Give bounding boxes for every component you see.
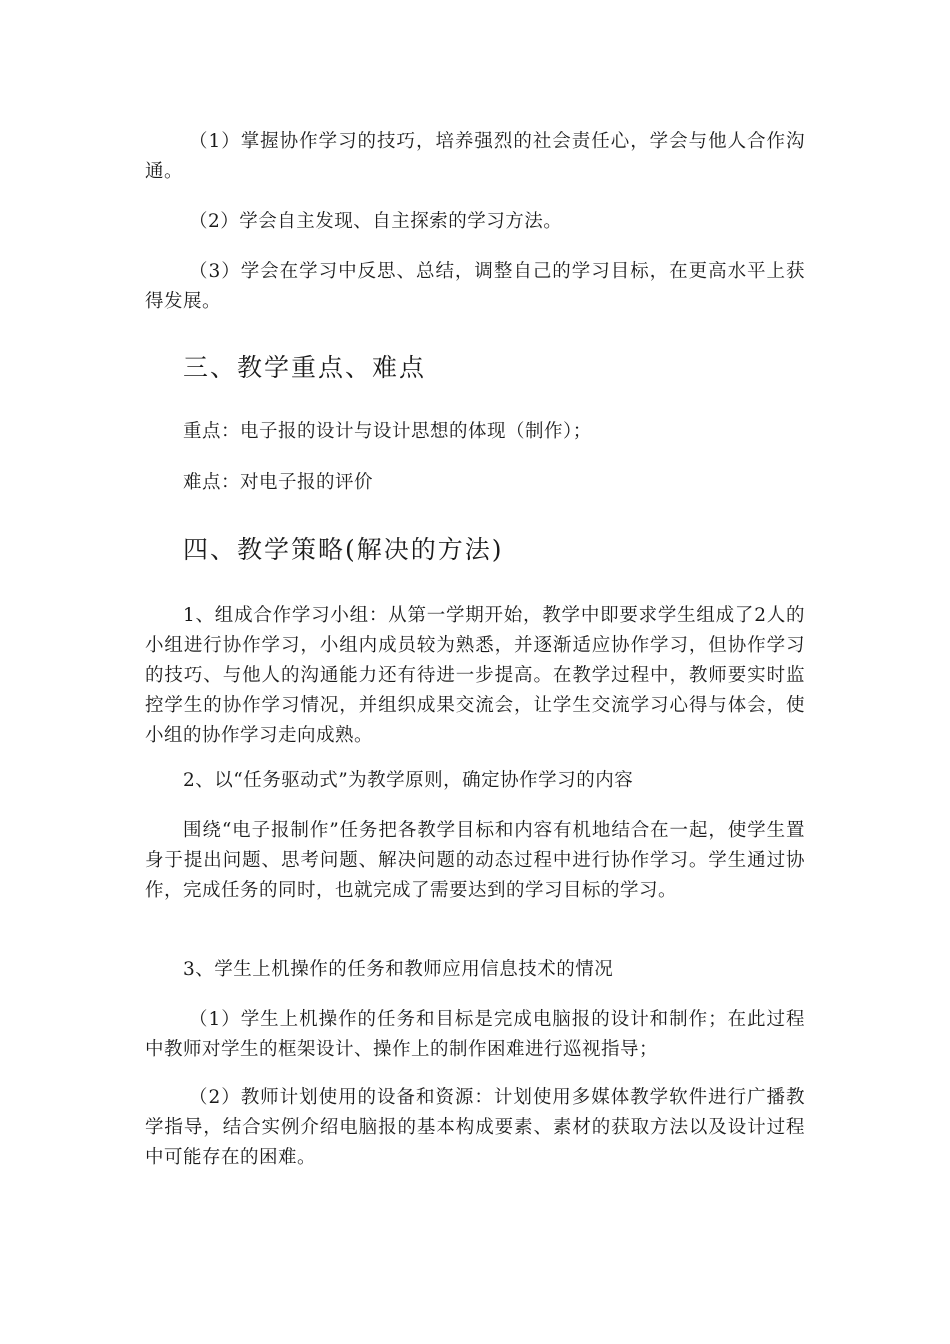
- objective-3: （3）学会在学习中反思、总结，调整自己的学习目标，在更高水平上获得发展。: [145, 261, 805, 312]
- key-point: 重点：电子报的设计与设计思想的体现（制作）；: [183, 421, 592, 442]
- difficulty: 难点：对电子报的评价: [183, 472, 374, 493]
- objective-2: （2）学会自主发现、自主探索的学习方法。: [189, 211, 563, 232]
- strategy-item-3-sub-1: （1）学生上机操作的任务和目标是完成电脑报的设计和制作；在此过程中教师对学生的框架设计、操作上的制作困难进行巡视指导；: [145, 1009, 805, 1060]
- section3-heading: 三、教学重点、难点: [183, 353, 427, 382]
- strategy-item-1: 1、组成合作学习小组：从第一学期开始，教学中即要求学生组成了2人的小组进行协作学习，小组内成员较为熟悉，并逐渐适应协作学习，但协作学习的技巧、与他人的沟通能力还有待进一步提高。在教学过程中，教师要实时监控学生的协作学习情况，并组织成果交流会，让学生交流学习心得与体会，使小组的协作学习走向成熟。: [145, 605, 805, 746]
- strategy-item-3: 3、学生上机操作的任务和教师应用信息技术的情况: [183, 959, 614, 980]
- strategy-item-2: 2、以“任务驱动式”为教学原则，确定协作学习的内容: [183, 770, 634, 791]
- section4-heading: 四、教学策略(解决的方法): [183, 535, 504, 564]
- strategy-item-2-body: 围绕“电子报制作”任务把各教学目标和内容有机地结合在一起，使学生置身于提出问题、思考问题、解决问题的动态过程中进行协作学习。学生通过协作，完成任务的同时，也就完成了需要达到的学习目标的学习。: [145, 820, 805, 901]
- objective-1: （1）掌握协作学习的技巧，培养强烈的社会责任心，学会与他人合作沟通。: [145, 131, 805, 182]
- strategy-item-3-sub-2: （2）教师计划使用的设备和资源：计划使用多媒体教学软件进行广播教学指导，结合实例介绍电脑报的基本构成要素、素材的获取方法以及设计过程中可能存在的困难。: [145, 1087, 805, 1168]
